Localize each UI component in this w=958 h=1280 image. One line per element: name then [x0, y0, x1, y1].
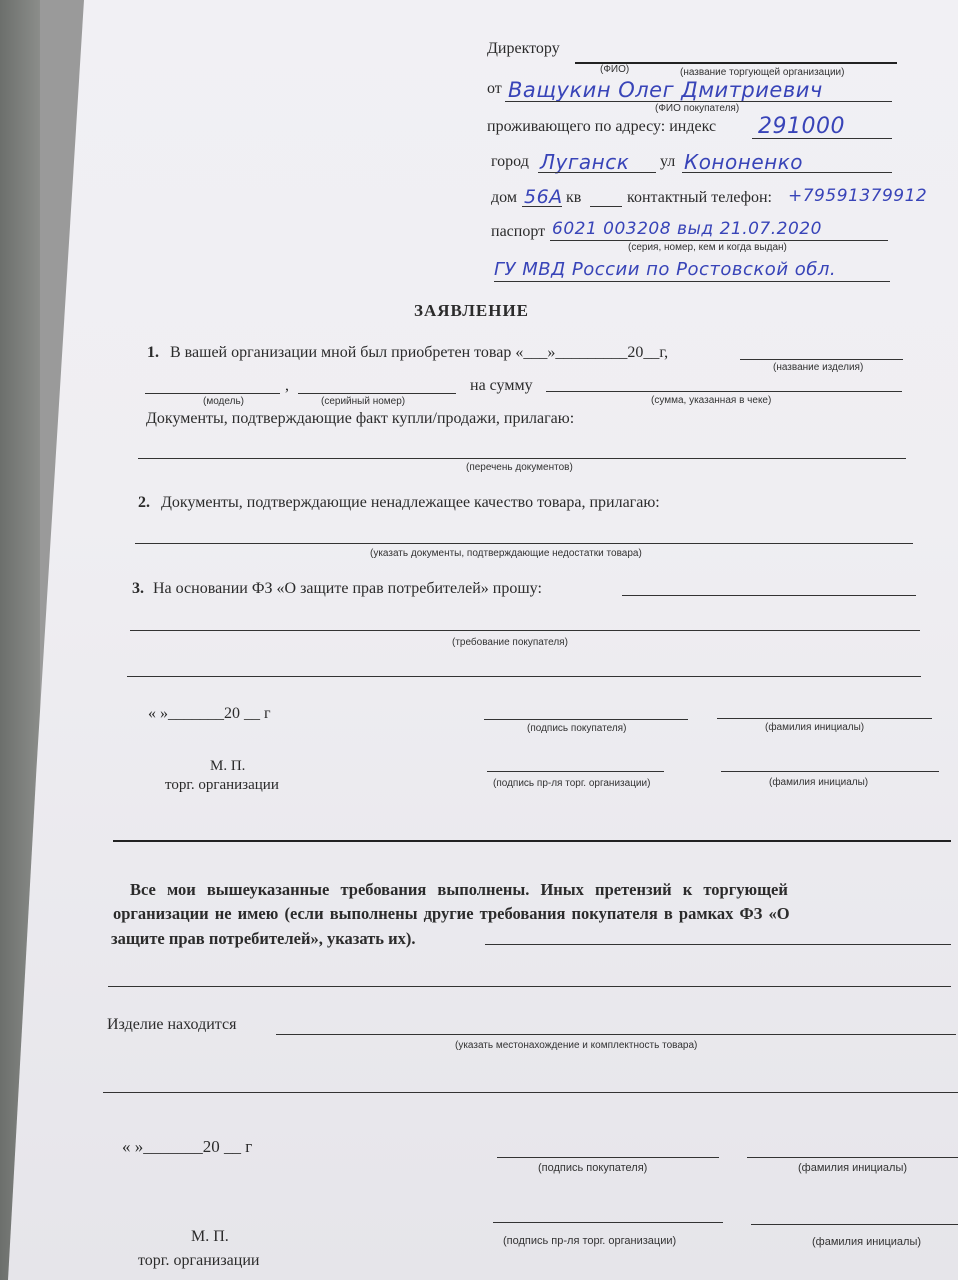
sign1-mp: М. П.	[210, 758, 246, 774]
house-value: 56А	[524, 186, 563, 208]
sign1-buyer-note: (подпись покупателя)	[527, 723, 627, 734]
sign1-org: торг. организации	[165, 777, 279, 793]
sign1-surname-line	[717, 718, 932, 719]
docs-label: Документы, подтверждающие факт купли/продажи, прилагаю:	[146, 410, 575, 427]
model-line	[145, 393, 280, 394]
sign2-surname2-note: (фамилия инициалы)	[812, 1236, 922, 1248]
serial-line	[298, 393, 456, 394]
from-value: Ващукин Олег Дмитриевич	[508, 78, 823, 102]
apt-line	[590, 206, 622, 207]
item1-text: В вашей организации мной был приобретен товар «___»_________20__г,	[170, 344, 669, 361]
item2-number: 2.	[138, 494, 150, 511]
sign2-date: « »_______20 __ г	[122, 1137, 253, 1156]
address-label: проживающего по адресу: индекс	[487, 118, 717, 135]
item3-text: На основании ФЗ «О защите прав потребителей» прошу:	[153, 580, 542, 597]
passport-line-2	[494, 281, 890, 282]
sign2-org-note: (подпись пр-ля торг. организации)	[503, 1235, 677, 1247]
street-value: Кононенко	[684, 150, 804, 174]
sign2-org: торг. организации	[138, 1252, 260, 1269]
passport-label: паспорт	[491, 223, 546, 240]
index-line	[752, 138, 892, 139]
sign1-surname2-note: (фамилия инициалы)	[769, 777, 869, 788]
city-label: город	[491, 153, 529, 170]
model-note: (модель)	[203, 396, 244, 407]
item3-line	[622, 595, 916, 596]
phone-label: контактный телефон:	[627, 189, 772, 206]
passport-value-2: ГУ МВД России по Ростовской обл.	[494, 259, 837, 280]
sign1-buyer-line	[484, 719, 688, 720]
phone-value: +79591379912	[788, 186, 928, 206]
sign2-surname2-line	[751, 1224, 958, 1225]
org-note: (название торгующей организации)	[680, 67, 845, 78]
docs-note: (перечень документов)	[466, 462, 573, 473]
house-line	[522, 206, 562, 207]
sum-line	[546, 391, 902, 392]
sign2-mp: М. П.	[191, 1228, 229, 1245]
apt-label: кв	[566, 189, 582, 206]
docs-line	[138, 458, 906, 459]
item3-note: (требование покупателя)	[452, 637, 568, 648]
sign1-surname2-line	[721, 771, 939, 772]
sign1-date: « »_______20 __ г	[148, 705, 271, 722]
item2-text: Документы, подтверждающие ненадлежащее качество товара, прилагаю:	[161, 494, 660, 511]
sign2-buyer-line	[497, 1157, 719, 1158]
passport-line	[550, 240, 888, 241]
buyer-note: (ФИО покупателя)	[655, 103, 740, 114]
passport-value: 6021 003208 выд 21.07.2020	[552, 219, 822, 239]
item2-line	[135, 543, 913, 544]
director-label: Директору	[487, 40, 560, 57]
location-line	[276, 1034, 956, 1035]
house-label: дом	[491, 189, 517, 206]
city-line	[538, 172, 656, 173]
separator-line	[113, 840, 951, 842]
fio-note: (ФИО)	[600, 64, 630, 75]
item3-number: 3.	[132, 580, 144, 597]
index-value: 291000	[758, 114, 845, 139]
item3-line-2	[130, 630, 920, 631]
statement-line-1: Все мои вышеуказанные требования выполнены. Иных претензий к торгующей	[130, 880, 788, 899]
statement-line-3: защите прав потребителей», указать их).	[111, 929, 416, 948]
statement-line-2: организации не имею (если выполнены другие требования покупателя в рамках ФЗ «О	[113, 904, 790, 923]
city-value: Луганск	[540, 150, 630, 174]
passport-note: (серия, номер, кем и когда выдан)	[628, 242, 787, 253]
sign2-surname-line	[747, 1157, 958, 1158]
document-title: ЗАЯВЛЕНИЕ	[414, 301, 530, 320]
product-line	[740, 359, 903, 360]
location-line-2	[103, 1092, 958, 1093]
location-label: Изделие находится	[107, 1016, 237, 1033]
from-label: от	[487, 80, 502, 97]
item1-number: 1.	[147, 344, 159, 361]
sign1-org-note: (подпись пр-ля торг. организации)	[493, 778, 651, 789]
sign2-org-line	[493, 1222, 723, 1223]
from-line	[505, 101, 892, 102]
check-note: (сумма, указанная в чеке)	[651, 395, 772, 406]
sign1-org-line	[487, 771, 664, 772]
item3-line-3	[127, 676, 921, 677]
serial-note: (серийный номер)	[321, 396, 406, 407]
sign1-surname-note: (фамилия инициалы)	[765, 722, 865, 733]
statement-line	[485, 944, 951, 945]
street-label: ул	[660, 153, 676, 170]
sign2-buyer-note: (подпись покупателя)	[538, 1162, 648, 1174]
location-note: (указать местонахождение и комплектность товара)	[455, 1040, 698, 1051]
sum-label: на сумму	[470, 377, 533, 394]
sign2-surname-note: (фамилия инициалы)	[798, 1162, 908, 1174]
item2-note: (указать документы, подтверждающие недостатки товара)	[370, 548, 642, 559]
street-line	[682, 172, 892, 173]
statement-line-b	[108, 986, 951, 987]
product-note: (название изделия)	[773, 362, 864, 373]
